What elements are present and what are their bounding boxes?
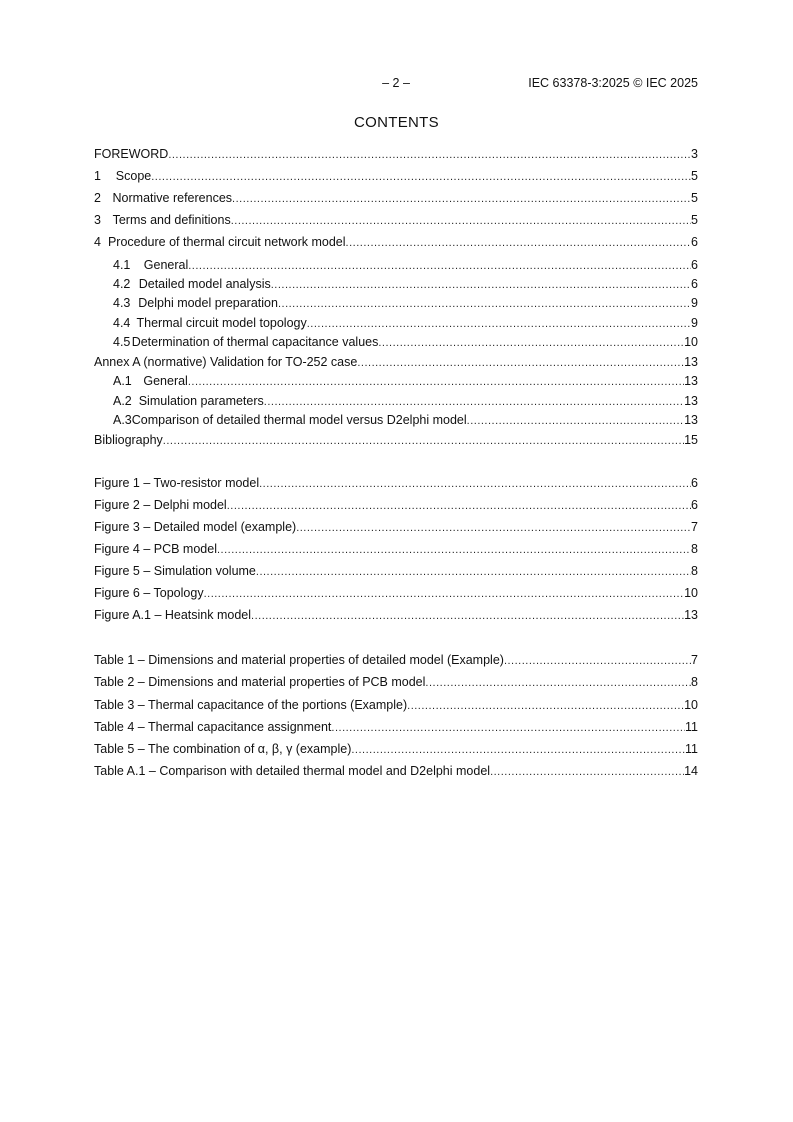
toc-entry-label: General [143,257,189,272]
toc-entry-label: Figure 5 – Simulation volume [94,564,256,578]
toc-entry-page: 13 [684,413,698,427]
dot-leader [307,317,691,332]
toc-entry-page: 13 [684,608,698,622]
toc-entry[interactable] [94,764,698,786]
toc-entry-label: Table 3 – Thermal capacitance of the portions (Example) [94,697,408,712]
dot-leader [425,676,691,691]
toc-entry[interactable] [94,698,698,720]
toc-entry-label: Table 2 – Dimensions and material properties of PCB model [94,675,426,690]
toc-entry-label: Table 4 – Thermal capacitance assignment [94,719,332,734]
toc-entry[interactable] [94,374,698,394]
toc-entry-page: 5 [691,169,698,183]
toc-entry-number: 4.4 [113,315,131,330]
toc-entry-label: Figure 1 – Two-resistor model [94,476,260,490]
toc-entry[interactable] [94,720,698,742]
dot-leader [227,499,691,514]
dot-leader [351,743,685,758]
toc-entry-page: 11 [685,719,698,734]
dot-leader [346,236,692,251]
toc-entry-page: 15 [684,432,698,447]
toc-entry-page: 10 [684,335,698,349]
dot-leader [168,148,691,163]
toc-entry-number: 2 [94,190,101,205]
toc-entry[interactable] [94,147,698,169]
toc-entry-label: Bibliography [94,432,163,447]
page-header [0,76,793,92]
toc-entry[interactable] [94,742,698,764]
toc-entry-label: Figure A.1 – Heatsink model [94,608,252,622]
toc-entry-number: A.1 [113,374,132,388]
toc-entry-label: FOREWORD [94,147,169,161]
toc-entry-page: 9 [691,315,698,330]
toc-entry-label: Detailed model analysis [138,276,271,291]
toc-entry-page: 6 [691,257,698,272]
toc-entry-page: 11 [685,742,698,757]
toc-entry-label: General [143,374,188,388]
toc-entry[interactable] [94,564,698,586]
toc-entry-label: Table A.1 – Comparison with detailed thermal model and D2elphi model [94,764,491,779]
toc-entry[interactable] [94,433,698,453]
toc-entry-page: 13 [684,374,698,388]
toc-entry-page: 5 [691,212,698,227]
toc-entry[interactable] [94,355,698,375]
toc-entry[interactable] [94,169,698,191]
dot-leader [151,170,691,185]
dot-leader [251,609,684,624]
list-of-figures [94,476,698,630]
toc-entry-label: Figure 2 – Delphi model [94,498,227,512]
toc-entry-label: Comparison of detailed thermal model versus D2elphi model [131,413,467,427]
dot-leader [407,699,684,714]
dot-leader [188,259,691,274]
toc-entry-page: 3 [691,147,698,161]
dot-leader [264,395,684,410]
toc-entry-number: A.3 [113,413,132,427]
toc-entry[interactable] [94,476,698,498]
dot-leader [188,375,684,390]
dot-leader [504,654,691,669]
page-title: CONTENTS [354,114,439,131]
toc-entry-page: 8 [691,675,698,690]
dot-leader [231,214,691,229]
toc-entry-label: Simulation parameters [138,393,264,408]
toc-entry[interactable] [94,277,698,297]
toc-entry-page: 10 [684,697,698,712]
toc-entry-page: 9 [691,296,698,310]
toc-entry[interactable] [94,675,698,697]
dot-leader [232,192,691,207]
toc-entry[interactable] [94,258,698,277]
toc-entry[interactable] [94,213,698,235]
dot-leader [378,336,684,351]
toc-entry-page: 6 [691,234,698,249]
toc-entry[interactable] [94,653,698,675]
toc-entry-number: 4.3 [113,296,131,310]
dot-leader [163,434,684,449]
toc-entry[interactable] [94,498,698,520]
toc-entry-number: 4.2 [113,276,131,291]
dot-leader [271,278,691,293]
toc-entry-page: 14 [684,764,698,779]
toc-entry-label: Annex A (normative) Validation for TO-252 case [94,354,358,369]
dot-leader [331,721,685,736]
toc-entry-label: Table 1 – Dimensions and material properties of detailed model (Example) [94,653,504,667]
toc-entry[interactable] [94,413,698,433]
toc-entry-page: 6 [691,498,698,512]
toc-entry-number: 4.5 [113,335,131,349]
toc-entry-label: Terms and definitions [112,212,231,227]
toc-entry-label: Figure 4 – PCB model [94,542,217,556]
toc-entry-page: 5 [691,190,698,205]
toc-entry-number: 4.1 [113,257,131,272]
toc-entry-label: Normative references [112,190,233,205]
list-of-tables [94,653,698,787]
toc-entry[interactable] [94,296,698,316]
toc-entry-page: 6 [691,476,698,490]
page-number: – 2 – [382,76,410,90]
toc-entry[interactable] [94,608,698,630]
toc-entry-number: A.2 [113,393,132,408]
toc-entry[interactable] [94,191,698,213]
dot-leader [204,587,685,602]
toc-entry[interactable] [94,235,698,258]
toc-entry-label: Figure 3 – Detailed model (example) [94,520,297,534]
toc-entry-label: Figure 6 – Topology [94,586,204,600]
toc-entry-number: 4 [94,234,101,249]
dot-leader [357,356,684,371]
toc-entry-page: 7 [691,520,698,534]
toc-entry[interactable] [94,316,698,336]
toc-entry[interactable] [94,542,698,564]
toc-entry-page: 10 [684,586,698,600]
toc-entry-page: 13 [684,393,698,408]
dot-leader [490,765,684,780]
toc-entry[interactable] [94,586,698,608]
dot-leader [256,565,691,580]
toc-entry-label: Thermal circuit model topology [136,315,307,330]
dot-leader [296,521,691,536]
toc-entry-label: Delphi model preparation [138,296,278,310]
toc-entry-page: 13 [684,354,698,369]
dot-leader [467,414,684,429]
toc-sections [94,147,698,452]
toc-entry-label: Determination of thermal capacitance values [131,335,379,349]
document-id: IEC 63378-3:2025 © IEC 2025 [528,76,698,90]
toc-entry-number: 1 [94,169,101,183]
toc-entry-page: 8 [691,542,698,556]
toc-entry-label: Scope [115,169,152,183]
toc-entry-page: 8 [691,564,698,578]
toc-entry[interactable] [94,394,698,414]
dot-leader [259,477,691,492]
toc-entry-page: 6 [691,276,698,291]
toc-entry-number: 3 [94,212,101,227]
toc-entry-label: Table 5 – The combination of α, β, γ (example) [94,742,352,757]
dot-leader [217,543,691,558]
toc-entry-label: Procedure of thermal circuit network model [107,234,346,249]
dot-leader [278,297,691,312]
toc-entry-page: 7 [691,653,698,667]
toc-entry[interactable] [94,335,698,355]
toc-entry[interactable] [94,520,698,542]
